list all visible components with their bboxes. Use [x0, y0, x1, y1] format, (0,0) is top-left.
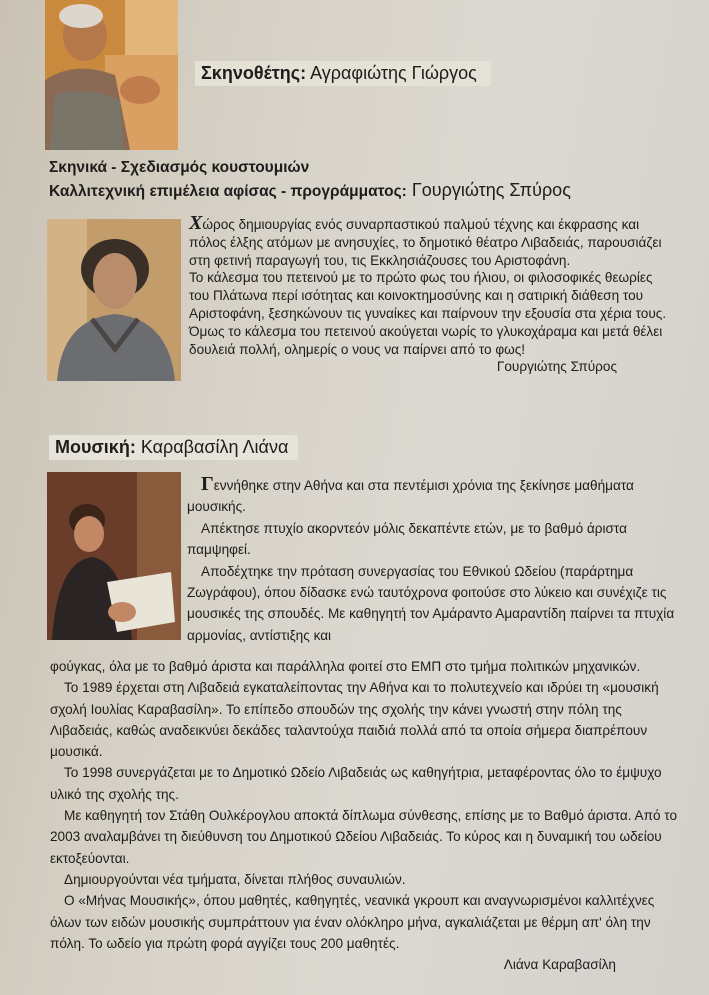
text2-p7: Δημιουργούνται νέα τμήματα, δίνεται πλήθος συναυλιών.: [64, 871, 406, 887]
text2-p3b: φούγκας, όλα με το βαθμό άριστα και παράλληλα φοιτεί στο ΕΜΠ στο τμήμα πολιτικών μηχανικών.: [50, 659, 641, 674]
text2-signature: Λιάνα Καραβασίλη: [503, 957, 616, 973]
designer-photo: [47, 219, 181, 381]
text2-p3a: Αποδέχτηκε την πρόταση συνεργασίας του Εθνικού Ωδείου (παράρτημα Ζωγράφου), όπου δίδασκε ενώ ταυτόχρονα φοιτούσε στο λύκειο και συνέχιζε τις μουσικές της σπουδές. Με καθηγητή τον Αμάραντο Αμαραντίδη παίρνει τα πτυχία αρμονίας, αντίστιξης και: [187, 563, 675, 643]
musician-text-bottom: [50, 656, 686, 975]
credits-line2-role: Καλλιτεχνική επιμέλεια αφίσας - προγράμματος:: [49, 183, 407, 200]
director-photo: [45, 0, 178, 150]
dropcap-chi: Χ: [189, 212, 203, 234]
director-name: Αγραφιώτης Γιώργος: [306, 63, 477, 83]
credits-line1: Σκηνικά - Σχεδιασμός κουστουμιών: [49, 159, 310, 176]
dropcap-gamma: Γ: [201, 473, 214, 495]
text2-p4: Το 1989 έρχεται στη Λιβαδειά εγκαταλείποντας την Αθήνα και το πολυτεχνείο και ιδρύει τη «μουσική σχολή Ιουλίας Καραβασίλη». Το επίπεδο σπουδών της σχολής την κάνει γνωστή στην πόλη της Λιβαδειάς, καθώς αναδεικνύει δεκάδες ταλαντούχα παιδιά πολλά από τα οποία σήμερα διαπρέπουν μουσικά.: [50, 680, 659, 760]
director-role: Σκηνοθέτης:: [201, 63, 307, 83]
text1-p3: Όμως το κάλεσμα του πετεινού ακούγεται νωρίς το γλυκοχάραμα και μετά θέλει δουλειά πολλή, ολημερίς ο νους να παίρνει από το φως!: [189, 323, 663, 357]
designer-text: [189, 212, 669, 376]
text1-signature: Γουργιώτης Σπύρος: [496, 359, 617, 375]
credits-line2-name: Γουργιώτης Σπύρος: [406, 180, 571, 200]
music-credit: [49, 435, 298, 460]
musician-text-top: [187, 474, 683, 646]
design-credits: [49, 156, 571, 203]
text1-p1: ώρος δημιουργίας ενός συναρπαστικού παλμού τέχνης και έκφρασης και πόλος έλξης ατόμων με ανησυχίες, το δημοτικό θέατρο Λιβαδειάς, παρουσιάζει στη φετινή παραγωγή του, τις Εκκλησιάζουσες του Αριστοφάνη.: [189, 217, 662, 268]
text2-p2: Απέκτησε πτυχίο ακορντεόν μόλις δεκαπέντε ετών, με το βαθμό άριστα παμψηφεί.: [187, 520, 627, 558]
text2-p6: Με καθηγητή τον Στάθη Ουλκέρογλου αποκτά δίπλωμα σύνθεσης, επίσης με το Βαθμό άριστα. Από το 2003 αναλαμβάνει τη διεύθυνση του Δημοτικού Ωδείου Λιβαδειάς. Το κύρος και η δυναμική του ωδείου εκτοξεύονται.: [50, 808, 678, 866]
text2-p5: Το 1998 συνεργάζεται με το Δημοτικό Ωδείο Λιβαδειάς ως καθηγήτρια, μεταφέροντας όλο το έμψυχο υλικό της σχολής της.: [50, 765, 662, 802]
music-name: Καραβασίλη Λιάνα: [135, 437, 289, 457]
text1-p2: Το κάλεσμα του πετεινού με το πρώτο φως του ήλιου, οι φιλοσοφικές θεωρίες του Πλάτωνα περί ισότητας και κοινοκτημοσύνης και η σατιρική διάθεση του Αριστοφάνη, ξεσηκώνουν τις γυναίκες και παίρνουν την εξουσία στα χέρια τους.: [189, 270, 667, 321]
musician-photo: [47, 472, 181, 640]
director-credit: [195, 61, 491, 86]
text2-p8: Ο «Μήνας Μουσικής», όπου μαθητές, καθηγητές, νεανικά γκρουπ και αναγνωρισμένοι καλλιτέχνες όλων των ειδών μουσικής συμπράττουν για έναν ολόκληρο μήνα, αγκαλιάζεται με θέρμη απ' όλη την πόλη. Το ωδείο για πρώτη φορά αγγίζει τους 200 μαθητές.: [50, 893, 655, 951]
text2-p1: εννήθηκε στην Αθήνα και στα πεντέμισι χρόνια της ξεκίνησε μαθήματα μουσικής.: [187, 478, 634, 515]
music-role: Μουσική:: [55, 437, 136, 457]
